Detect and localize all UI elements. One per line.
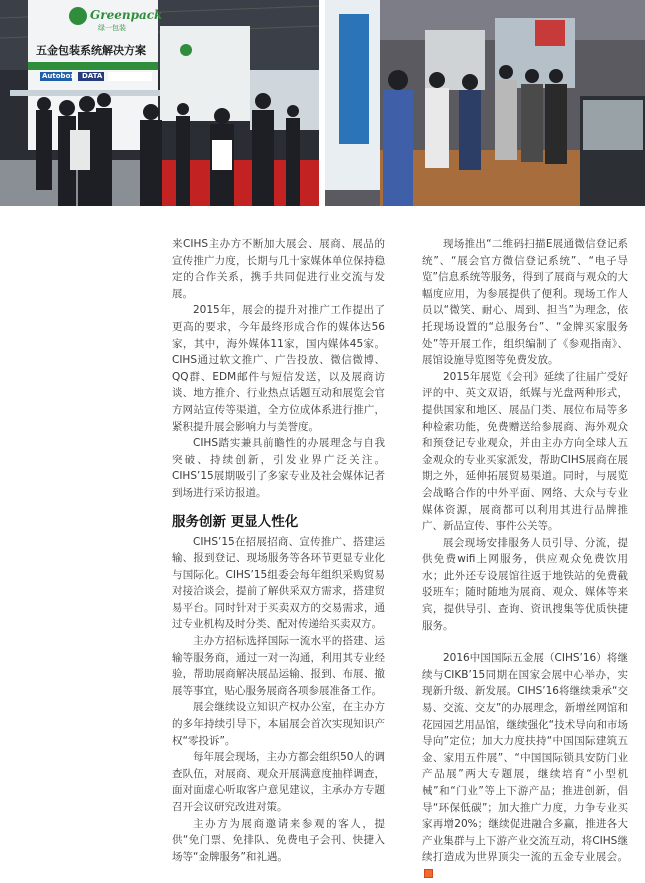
banner-brand-data: DATA <box>82 72 103 80</box>
paragraph-innovation: CIHS踏实兼具前瞻性的办展理念与自我突破、持续创新，引发业界广泛关注。CIHS’15展期吸引了多家专业及社会媒体记者到场进行采访报道。 <box>172 437 385 499</box>
paragraph-2015-media: 2015年，展会的提升对推广工作提出了更高的要求，今年最终形成合作的媒体达56家，其中，海外媒体11家，国内媒体45家。CIHS通过软文推广、广告投放、微信微博、QQ群、EDM邮件与短信发送，以及展商访谈、地方推介、行业热点话题互动和展览会官方网站宣传等渠道，全方位成体系进行推广，紧积提升展会影响力与美誉度。 <box>172 304 385 433</box>
paragraph-catalogue: 2015年展览《会刊》延续了往届广受好评的中、英文双语，纸媒与光盘两种形式，提供国家和地区、展品门类、展位布局等多种检索功能，免费赠送给参展商、海外观众和预登记专业观众，并由主办方向全球人五金观众的专业买家派发，帮助CIHS展商在展期之外，延伸拓展贸易渠道。同时，与展览会战略合作的中外平面、网络、大众与专业媒体资源，展商都可以利用其进行品牌推广、新品宣传、事件公关等。 <box>422 370 628 533</box>
paragraph-ip-office: 展会继续设立知识产权办公室，在主办方的多年持续引导下，本届展会首次实现知识产权“零投诉”。 <box>172 701 385 747</box>
paragraph-vip-service: 主办方为展商邀请来参观的客人，提供“免门票、免排队、免费电子会刊、快捷入场等“金牌服务”和礼遇。 <box>172 817 385 863</box>
paragraph-service-professional: CIHS’15在招展招商、宣传推广、搭建运输、报到登记、现场服务等各环节更显专业化与国际化。CIHS’15组委会每年组织采购贸易对接洽谈会，提前了解供采双方需求，搭建贸易平台。同时针对于买卖双方的交易需求，通过专业机构及时分类、配对传递给买卖双方。 <box>172 535 385 631</box>
paragraph-media-partners: 来CIHS主办方不断加大展会、展商、展品的宣传推广力度，长期与几十家媒体单位保持稳定的合作关系，携手共同促进行业交流与发展。 <box>172 238 385 300</box>
booth-logo-cn: 绿一包装 <box>98 24 126 32</box>
article-column-right <box>422 236 628 883</box>
booth-logo-text: Greenpack <box>90 8 163 22</box>
paragraph-service-providers: 主办方招标选择国际一流水平的搭建、运输等服务商，通过一对一沟通，利用其专业经验，帮助展商解决展品运输、报到、布展、撤展等事宜，贴心服务展商各项参展准备工作。 <box>172 635 385 697</box>
paragraph-gap <box>422 634 628 650</box>
paragraph-qr-registration: 现场推出“二维码扫描E展通微信登记系统”、“展会官方微信登记系统”、“电子导览”信息系统等服务，得到了展商与观众的大幅度应用，为参展提供了便利。现场工作人员以“微笑、耐心、周到、担当”为理念，依托现场设置的“总服务台”、“金牌买家服务处”等开展工作，组织编制了《参观指南》、展馆设施导览图等免费发放。 <box>422 238 628 367</box>
section-heading-service: 服务创新 更显人性化 <box>172 513 299 530</box>
article-column-left <box>172 236 385 865</box>
banner-brand-autobox: Autobox <box>42 72 75 80</box>
paragraph-cihs-2016: 2016中国国际五金展（CIHS’16）将继续与CIKB’15同期在国家会展中心举办，实现新升级、新发展。CIHS’16将继续秉承“交易、交流、交友”的办展理念，新增丝网馆和花园园艺用品馆，继续强化“技术导向和市场导向”定位；加大力度扶持“中国国际建筑五金、家用五件展”、“中国国际锁具安防门业产品展”两大专题展，继续培育“小型机械”和“门业”等上下游产品；推进创新，倡导“环保低碳”；加大推广力度，力争专业买家再增20%；继续促进融合多赢，推进各大产业集群与上下游产业交流互动，将CIHS继续打造成为世界顶尖一流的五金专业展会。 <box>422 650 628 882</box>
paragraph-onsite-services: 展会现场安排服务人员引导、分流，提供免费wifi上网服务，供应观众免费饮用水；此外还专设展馆往返于地铁站的免费截驳班车；随时随地为展商、观众、媒体等来宾，提供导引、查询、资讯搜集等优质快捷服务。 <box>422 536 628 632</box>
paragraph-satisfaction-survey: 每年展会现场，主办方都会组织50人的调查队伍，对展商、观众开展满意度抽样调查，面对面虚心听取客户意见建议，主承办方专题召开会议研究改进对策。 <box>172 751 385 813</box>
photo-exhibition-booth <box>0 0 319 206</box>
article-end-icon <box>424 869 433 878</box>
photo-exhibition-aisle <box>325 0 645 206</box>
booth-headline: 五金包装系统解决方案 <box>36 44 146 57</box>
